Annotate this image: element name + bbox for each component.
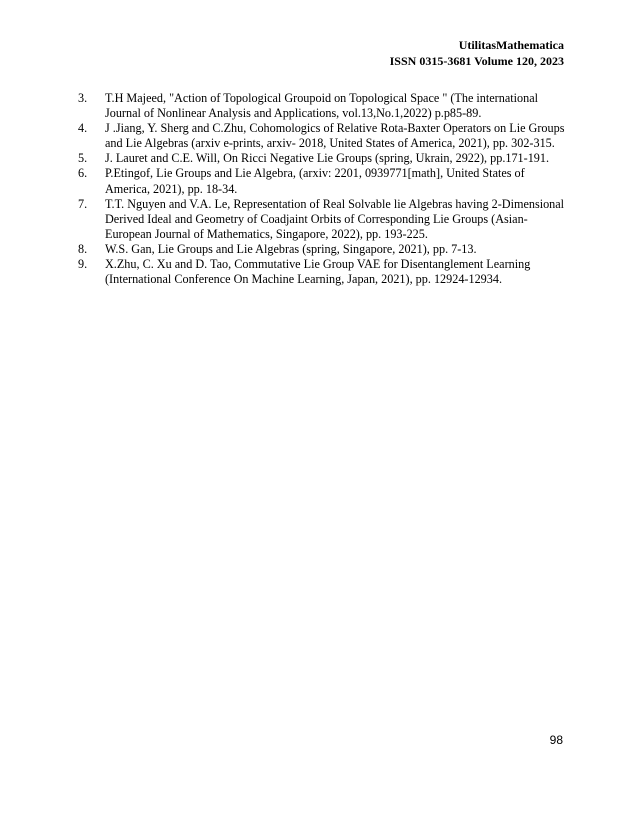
reference-item [78, 91, 566, 121]
reference-number: 3. [78, 91, 88, 105]
reference-text: P.Etingof, Lie Groups and Lie Algebra, (arxiv: 2201, 0939771[math], United States of America, 2021), pp. 18-34. [105, 166, 525, 196]
page-header [390, 37, 564, 69]
reference-item [78, 121, 566, 151]
reference-text: W.S. Gan, Lie Groups and Lie Algebras (spring, Singapore, 2021), pp. 7-13. [105, 241, 477, 256]
reference-item [78, 166, 566, 196]
reference-list [78, 91, 566, 287]
reference-text: T.T. Nguyen and V.A. Le, Representation of Real Solvable lie Algebras having 2-Dimensional Derived Ideal and Geometry of Coadjaint Orbits of Corresponding Lie Groups (Asian-European Journal of Mathematics, Singapore, 2022), pp. 193-225. [105, 196, 565, 241]
issn-volume: ISSN 0315-3681 Volume 120, 2023 [389, 54, 564, 68]
journal-title: UtilitasMathematica [458, 38, 564, 52]
reference-number: 9. [78, 257, 88, 272]
reference-item [78, 151, 566, 166]
reference-number: 8. [78, 241, 88, 256]
reference-text: T.H Majeed, "Action of Topological Groupoid on Topological Space " (The international Journal of Nonlinear Analysis and Applications, vol.13,No.1,2022) p.p85-89. [105, 91, 539, 121]
reference-number: 5. [78, 151, 88, 166]
reference-number: 7. [78, 196, 88, 211]
reference-text: J .Jiang, Y. Sherg and C.Zhu, Cohomologics of Relative Rota-Baxter Operators on Lie Groups and Lie Algebras (arxiv e-prints, arxiv- 2018, United States of America, 2021), pp. 302-315. [105, 121, 565, 151]
reference-text: J. Lauret and C.E. Will, On Ricci Negative Lie Groups (spring, Ukrain, 2922), pp.171-191. [105, 151, 550, 166]
reference-item [78, 197, 566, 242]
reference-item [78, 242, 566, 257]
reference-text: X.Zhu, C. Xu and D. Tao, Commutative Lie Group VAE for Disentanglement Learning (International Conference On Machine Learning, Japan, 2021), pp. 12924-12934. [105, 257, 531, 287]
reference-number: 6. [78, 166, 88, 181]
reference-number: 4. [78, 121, 88, 136]
reference-item [78, 257, 566, 287]
page-number: 98 [549, 733, 563, 747]
